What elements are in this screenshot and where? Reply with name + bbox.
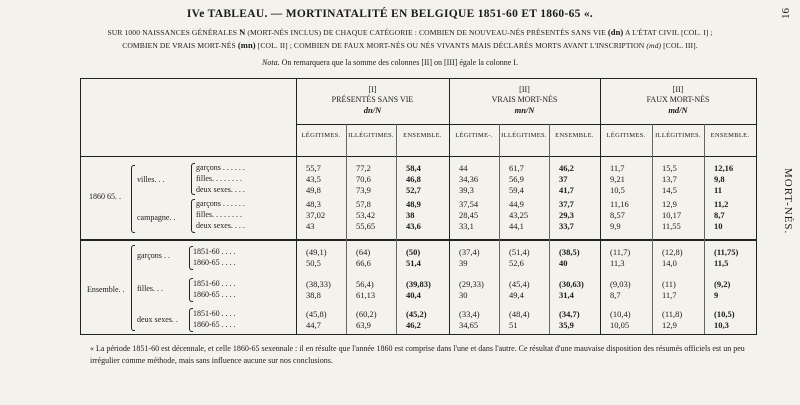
- table-cell: 52,6: [509, 258, 524, 268]
- table-cell: 37: [559, 174, 568, 184]
- column-number: [II]: [672, 85, 684, 94]
- stub-year: 1860-65 . . . .: [193, 320, 236, 329]
- table-cell: 73,9: [356, 185, 371, 195]
- table-cell: (49,1): [306, 247, 327, 257]
- table-cell: 58,4: [406, 163, 421, 173]
- table-cell: 11,2: [714, 199, 729, 209]
- table-cell: 66,6: [356, 258, 371, 268]
- column-subheader: LÉGITIMES.: [301, 132, 341, 139]
- table-cell: 12,16: [714, 163, 734, 173]
- table-cell: 43,6: [406, 221, 421, 231]
- table-cell: 48,9: [406, 199, 421, 209]
- table-cell: (45,4): [509, 279, 530, 289]
- table-cell: 46,2: [406, 320, 421, 330]
- table-cell: 55,65: [356, 221, 376, 231]
- table-cell: 43: [306, 221, 315, 231]
- table-cell: 11,16: [610, 199, 629, 209]
- table-cell: 39,3: [459, 185, 474, 195]
- table-cell: 48,3: [306, 199, 321, 209]
- column-abbr: md/N: [668, 105, 688, 115]
- table-cell: 8,57: [610, 210, 625, 220]
- table-cell: (11,7): [610, 247, 631, 257]
- stub-garcons: garçons . . . . . .: [196, 199, 245, 208]
- stub-year: 1860-65 . . . .: [193, 258, 236, 267]
- table-cell: 61,13: [356, 290, 376, 300]
- table-cell: (12,8): [662, 247, 683, 257]
- table-cell: 11,3: [610, 258, 625, 268]
- table-cell: 38,8: [306, 290, 321, 300]
- table-cell: 12,9: [662, 199, 677, 209]
- table-cell: (51,4): [509, 247, 530, 257]
- table-cell: 28,45: [459, 210, 479, 220]
- column-subheader: LÉGITIMES.: [606, 132, 646, 139]
- column-subheader: ILLÉGITIMES.: [655, 132, 701, 139]
- table-cell: 11,7: [610, 163, 625, 173]
- column-subheader: ENSEMBLE.: [403, 132, 442, 139]
- subtitle-text: [COL. II] ; COMBIEN DE FAUX MORT-NÉS OU NÉS VIVANTS MAIS DÉCLARÉS MORTS AVANT L'INSCRIPTION: [257, 41, 645, 50]
- table-cell: 34,65: [459, 320, 479, 330]
- symbol-md: (md): [646, 41, 662, 50]
- subtitle-text: COMBIEN DE VRAIS MORT-NÉS: [122, 41, 236, 50]
- symbol-mn: (mn): [237, 40, 256, 50]
- table-cell: (9,03): [610, 279, 631, 289]
- table-cell: (45,2): [406, 309, 427, 319]
- table-cell: 9: [714, 290, 719, 300]
- data-table: [80, 78, 757, 335]
- column-group-faux: [600, 85, 756, 115]
- table-cell: (48,4): [509, 309, 530, 319]
- table-cell: 35,9: [559, 320, 574, 330]
- stub-year: 1851-60 . . . .: [193, 247, 236, 256]
- stub-year: 1851-60 . . . .: [193, 309, 236, 318]
- table-cell: 15,5: [662, 163, 677, 173]
- column-group-vrais: [449, 85, 600, 115]
- table-cell: 37,54: [459, 199, 479, 209]
- table-cell: 10,3: [714, 320, 729, 330]
- table-cell: 56,9: [509, 174, 524, 184]
- table-cell: 39: [459, 258, 468, 268]
- table-cell: 31,4: [559, 290, 574, 300]
- column-number: [II]: [519, 85, 530, 94]
- table-cell: 70,6: [356, 174, 371, 184]
- note-text: On remarquera que la somme des colonnes [II] on [III] égale la colonne I.: [281, 58, 518, 67]
- table-cell: 11,5: [714, 258, 729, 268]
- table-cell: 10,5: [610, 185, 625, 195]
- table-cell: 46,8: [406, 174, 421, 184]
- table-cell: 9,8: [714, 174, 725, 184]
- table-cell: 49,4: [509, 290, 524, 300]
- stub-deux-sexes: deux sexes. .: [137, 315, 178, 324]
- table-cell: 44: [459, 163, 468, 173]
- table-cell: 10: [714, 221, 723, 231]
- table-cell: 50,5: [306, 258, 321, 268]
- table-cell: 77,2: [356, 163, 371, 173]
- table-cell: 9,21: [610, 174, 625, 184]
- table-subtitle: [70, 26, 750, 52]
- table-cell: 8,7: [714, 210, 725, 220]
- stub-year: 1851-60 . . . .: [193, 279, 236, 288]
- table-title: IVe TABLEAU. — MORTINATALITÉ EN BELGIQUE 1851-60 ET 1860-65 «.: [186, 8, 594, 20]
- column-subheader: ILLÉGITIMES.: [501, 132, 547, 139]
- table-cell: (37,4): [459, 247, 480, 257]
- stub-villes: villes. . .: [137, 175, 165, 184]
- table-cell: 12,9: [662, 320, 677, 330]
- table-cell: 43,25: [509, 210, 529, 220]
- table-cell: (11,75): [714, 247, 739, 257]
- subtitle-text: [COL. III].: [663, 41, 698, 50]
- table-note: [0, 58, 780, 67]
- table-cell: 14,5: [662, 185, 677, 195]
- table-cell: 8,7: [610, 290, 621, 300]
- stub-deux-sexes: deux sexes. . . .: [196, 185, 245, 194]
- table-cell: 11,7: [662, 290, 677, 300]
- table-cell: 43,5: [306, 174, 321, 184]
- table-cell: (9,2): [714, 279, 731, 289]
- symbol-n: N: [239, 27, 246, 37]
- table-cell: 52,7: [406, 185, 421, 195]
- table-cell: (11,8): [662, 309, 683, 319]
- table-cell: 10,05: [610, 320, 630, 330]
- table-cell: 63,9: [356, 320, 371, 330]
- table-cell: 53,42: [356, 210, 376, 220]
- table-cell: 46,2: [559, 163, 574, 173]
- table-cell: 61,7: [509, 163, 524, 173]
- table-cell: 11: [714, 185, 723, 195]
- running-head: MORT-NÉS.: [782, 168, 794, 235]
- table-cell: 56,4): [356, 279, 374, 289]
- column-subheader: LÉGITIME-.: [455, 132, 493, 139]
- table-cell: 14,0: [662, 258, 677, 268]
- table-cell: 40,4: [406, 290, 421, 300]
- stub-year: 1860-65 . . . .: [193, 290, 236, 299]
- table-cell: 49,8: [306, 185, 321, 195]
- table-cell: 37,02: [306, 210, 326, 220]
- column-label: FAUX MORT-NÉS: [646, 95, 710, 104]
- stub-filles: filles. . . . . . . .: [196, 210, 242, 219]
- table-cell: (39,83): [406, 279, 431, 289]
- table-cell: (64): [356, 247, 371, 257]
- stub-filles: filles. . . . . . . .: [196, 174, 242, 183]
- column-subheader: ENSEMBLE.: [555, 132, 594, 139]
- table-cell: 59,4: [509, 185, 524, 195]
- table-cell: 51: [509, 320, 518, 330]
- table-cell: 29,3: [559, 210, 574, 220]
- column-label: PRÉSENTÉS SANS VIE: [331, 95, 414, 104]
- table-cell: (30,63): [559, 279, 584, 289]
- table-cell: 9,9: [610, 221, 621, 231]
- table-cell: 51,4: [406, 258, 421, 268]
- table-cell: (10,4): [610, 309, 631, 319]
- table-cell: (50): [406, 247, 421, 257]
- table-cell: (34,7): [559, 309, 580, 319]
- table-cell: 13,7: [662, 174, 677, 184]
- table-cell: (11): [662, 279, 676, 289]
- page-number: 16: [780, 8, 792, 19]
- table-cell: 44,7: [306, 320, 321, 330]
- stub-deux-sexes: deux sexes. . . .: [196, 221, 245, 230]
- stub-garcons: garçons . . . . . .: [196, 163, 245, 172]
- table-cell: (29,33): [459, 279, 484, 289]
- table-cell: 38: [406, 210, 415, 220]
- stub-campagne: campagne. .: [137, 213, 176, 222]
- table-cell: (38,33): [306, 279, 331, 289]
- note-label: Nota.: [262, 58, 280, 67]
- table-cell: 57,8: [356, 199, 371, 209]
- subtitle-text: SUR 1000 NAISSANCES GÉNÉRALES: [107, 28, 238, 37]
- table-cell: 34,36: [459, 174, 479, 184]
- table-cell: 44,1: [509, 221, 524, 231]
- table-cell: 55,7: [306, 163, 321, 173]
- stub-garcons: garçons . .: [137, 251, 170, 260]
- column-label: VRAIS MORT-NÉS: [491, 95, 558, 104]
- table-cell: 37,7: [559, 199, 574, 209]
- stub-filles: filles. . .: [137, 284, 163, 293]
- column-abbr: dn/N: [363, 105, 382, 115]
- table-cell: 10,17: [662, 210, 682, 220]
- symbol-dn: (dn): [607, 27, 624, 37]
- column-group-presentes: [296, 85, 449, 115]
- stub-period: 1860 65. .: [89, 192, 121, 201]
- subtitle-text: A L'ÉTAT CIVIL [COL. I] ;: [624, 28, 713, 37]
- table-cell: 44,9: [509, 199, 524, 209]
- stub-ensemble: Ensemble. .: [87, 285, 125, 294]
- table-cell: 41,7: [559, 185, 574, 195]
- column-abbr: mn/N: [514, 105, 535, 115]
- table-cell: (38,5): [559, 247, 580, 257]
- table-cell: 33,1: [459, 221, 474, 231]
- table-cell: 30: [459, 290, 468, 300]
- table-cell: 33,7: [559, 221, 574, 231]
- column-subheader: ENSEMBLE.: [710, 132, 750, 139]
- table-cell: (60,2): [356, 309, 377, 319]
- table-cell: (45,8): [306, 309, 327, 319]
- table-cell: 11,55: [662, 221, 681, 231]
- column-number: [I]: [368, 85, 377, 94]
- column-subheader: ILLÉGITIMES.: [348, 132, 394, 139]
- table-cell: (10,5): [714, 309, 735, 319]
- table-cell: (33,4): [459, 309, 480, 319]
- table-cell: 40: [559, 258, 568, 268]
- subtitle-text: (MORT-NÉS INCLUS) DE CHAQUE CATÉGORIE : COMBIEN DE NOUVEAU-NÉS PRÉSENTÉS SANS VIE: [247, 28, 606, 37]
- footnote: « La période 1851-60 est décennale, et celle 1860-65 sexennale : il en résulte que l'année 1860 est comprise dans l'une et dans l'autre. Ce résultat d'une mauvaise disposition des résumés officiels est un peu irrégulier comme méthode, mais sans influence aucune sur nos conclusions.: [90, 344, 745, 365]
